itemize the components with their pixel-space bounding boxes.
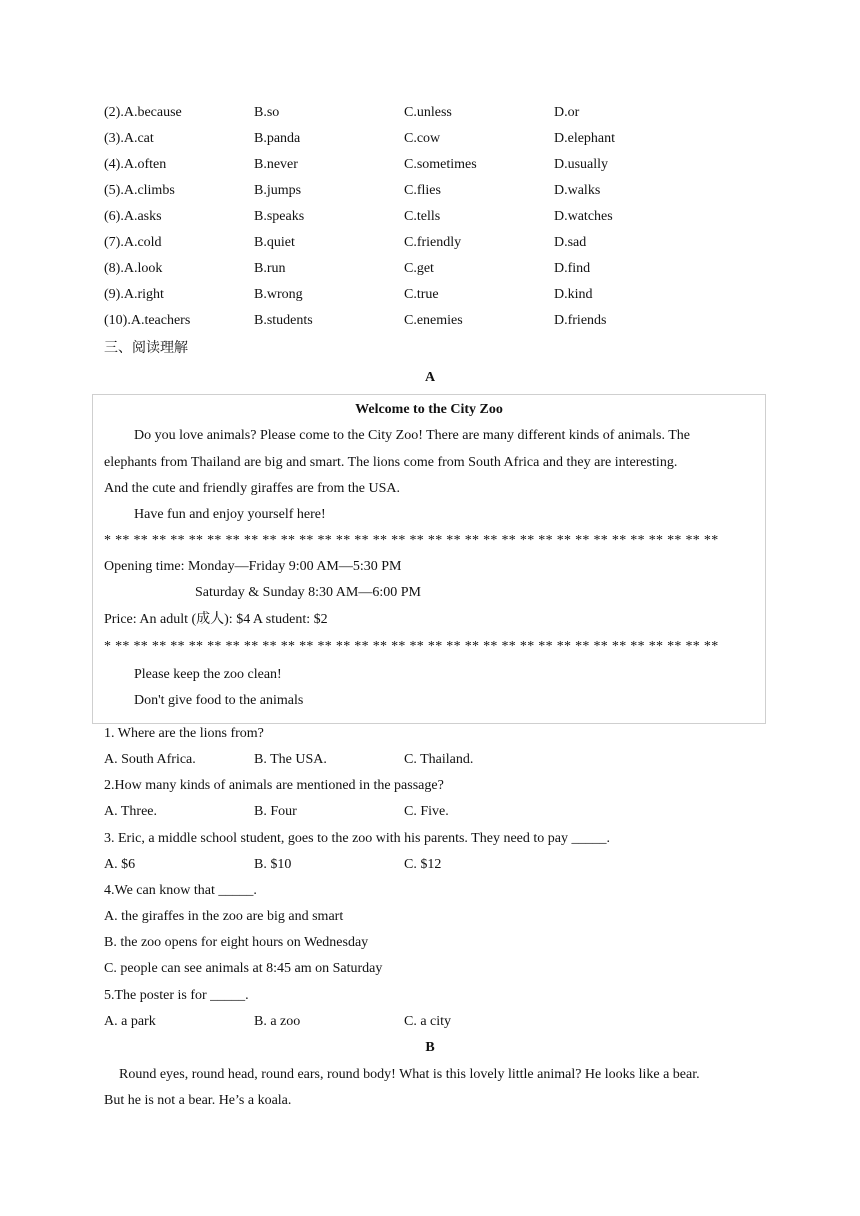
option-d: D.friends bbox=[554, 313, 607, 328]
section-heading: 三、阅读理解 bbox=[104, 341, 188, 356]
option-a: (5).A.climbs bbox=[104, 183, 175, 198]
answer-option: C. Thailand. bbox=[404, 752, 474, 767]
poster-paragraph-line: And the cute and friendly giraffes are from the USA. bbox=[104, 481, 400, 496]
option-a: (7).A.cold bbox=[104, 235, 162, 250]
option-d: D.find bbox=[554, 261, 591, 276]
option-d: D.kind bbox=[554, 287, 593, 302]
option-a: (2).A.because bbox=[104, 105, 182, 120]
question-stem: 5.The poster is for _____. bbox=[104, 988, 249, 1003]
answer-option: C. $12 bbox=[404, 857, 442, 872]
poster-title: Welcome to the City Zoo bbox=[355, 402, 503, 417]
answer-option: A. a park bbox=[104, 1014, 156, 1029]
option-b: B.so bbox=[254, 105, 280, 120]
star-divider: * ** ** ** ** ** ** ** ** ** ** ** ** ** ** ** ** ** ** ** ** ** ** ** ** ** ** ** ** ** ** ** ** ** bbox=[104, 533, 719, 548]
answer-option: C. Five. bbox=[404, 804, 449, 819]
option-b: B.jumps bbox=[254, 183, 302, 198]
price-line: Price: An adult (成人): $4 A student: $2 bbox=[104, 612, 328, 627]
option-b: B.never bbox=[254, 157, 298, 172]
option-d: D.sad bbox=[554, 235, 587, 250]
answer-option: A. $6 bbox=[104, 857, 136, 872]
option-d: D.or bbox=[554, 105, 580, 120]
option-d: D.elephant bbox=[554, 131, 616, 146]
answer-option: B. The USA. bbox=[254, 752, 327, 767]
option-c: C.sometimes bbox=[404, 157, 477, 172]
answer-option: A. South Africa. bbox=[104, 752, 196, 767]
option-c: C.get bbox=[404, 261, 434, 276]
opening-time: Opening time: Monday—Friday 9:00 AM—5:30 PM bbox=[104, 559, 402, 574]
option-d: D.usually bbox=[554, 157, 609, 172]
option-a: (3).A.cat bbox=[104, 131, 154, 146]
option-b: B.panda bbox=[254, 131, 301, 146]
option-a: (6).A.asks bbox=[104, 209, 162, 224]
option-b: B.students bbox=[254, 313, 313, 328]
question-stem: 3. Eric, a middle school student, goes to the zoo with his parents. They need to pay _____. bbox=[104, 831, 610, 846]
answer-option: B. Four bbox=[254, 804, 297, 819]
option-a: (4).A.often bbox=[104, 157, 167, 172]
passage-b-line: Round eyes, round head, round ears, round body! What is this lovely little animal? He looks like a bear. bbox=[119, 1067, 700, 1082]
option-b: B.speaks bbox=[254, 209, 305, 224]
answer-option: C. a city bbox=[404, 1014, 452, 1029]
option-d: D.walks bbox=[554, 183, 601, 198]
option-c: C.flies bbox=[404, 183, 441, 198]
poster-rule: Please keep the zoo clean! bbox=[134, 667, 282, 682]
star-divider: * ** ** ** ** ** ** ** ** ** ** ** ** ** ** ** ** ** ** ** ** ** ** ** ** ** ** ** ** ** ** ** ** ** bbox=[104, 639, 719, 654]
answer-option: C. people can see animals at 8:45 am on Saturday bbox=[104, 961, 383, 976]
option-b: B.run bbox=[254, 261, 286, 276]
passage-b-label: B bbox=[425, 1040, 435, 1055]
poster-paragraph-line: Do you love animals? Please come to the City Zoo! There are many different kinds of animals. The bbox=[134, 428, 690, 443]
answer-option: A. the giraffes in the zoo are big and smart bbox=[104, 909, 344, 924]
option-a: (8).A.look bbox=[104, 261, 163, 276]
option-a: (9).A.right bbox=[104, 287, 164, 302]
option-c: C.friendly bbox=[404, 235, 462, 250]
option-c: C.unless bbox=[404, 105, 452, 120]
poster-slogan: Have fun and enjoy yourself here! bbox=[134, 507, 326, 522]
question-stem: 4.We can know that _____. bbox=[104, 883, 257, 898]
question-stem: 1. Where are the lions from? bbox=[104, 726, 264, 741]
answer-option: B. the zoo opens for eight hours on Wednesday bbox=[104, 935, 369, 950]
option-c: C.enemies bbox=[404, 313, 463, 328]
poster-paragraph-line: elephants from Thailand are big and smart. The lions come from South Africa and they are interesting. bbox=[104, 455, 678, 470]
option-c: C.true bbox=[404, 287, 439, 302]
opening-time-weekend: Saturday & Sunday 8:30 AM—6:00 PM bbox=[195, 585, 421, 600]
poster-rule: Don't give food to the animals bbox=[134, 693, 304, 708]
question-stem: 2.How many kinds of animals are mentioned in the passage? bbox=[104, 778, 444, 793]
option-c: C.cow bbox=[404, 131, 441, 146]
option-a: (10).A.teachers bbox=[104, 313, 191, 328]
option-b: B.quiet bbox=[254, 235, 295, 250]
option-d: D.watches bbox=[554, 209, 613, 224]
passage-b-line: But he is not a bear. He’s a koala. bbox=[104, 1093, 292, 1108]
passage-a-label: A bbox=[424, 370, 436, 385]
option-c: C.tells bbox=[404, 209, 441, 224]
answer-option: B. a zoo bbox=[254, 1014, 301, 1029]
answer-option: A. Three. bbox=[104, 804, 157, 819]
option-b: B.wrong bbox=[254, 287, 303, 302]
answer-option: B. $10 bbox=[254, 857, 292, 872]
